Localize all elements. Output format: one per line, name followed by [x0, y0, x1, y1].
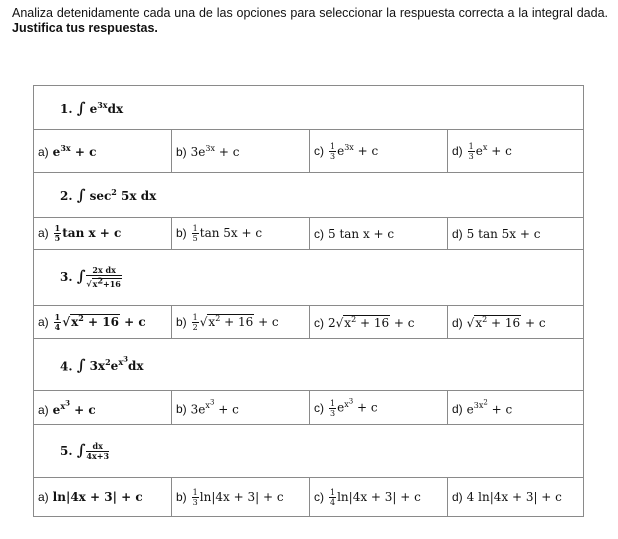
option-letter: d): [452, 490, 463, 504]
option-letter: b): [176, 314, 187, 329]
instructions-emphasis: Justifica tus respuestas.: [12, 21, 158, 35]
question-4: [34, 339, 584, 391]
option-2d[interactable]: d) 5 tan 5x + c: [448, 218, 584, 250]
option-letter: d): [452, 143, 463, 158]
question-number: 2.: [60, 189, 73, 203]
question-expression: ∫ $\frac{\text{2x dx}}{√x^2+16}$: [76, 265, 121, 289]
question-row-4: [34, 339, 584, 391]
option-letter: c): [314, 143, 324, 158]
option-5b[interactable]: b) $\frac{1}{3}$ ln|4x + 3| + c: [172, 478, 310, 517]
options-row-1: [34, 130, 584, 173]
instructions-text: Analiza detenidamente cada una de las opciones para seleccionar la respuesta correcta a la integral dada.: [12, 6, 608, 20]
question-expression: ∫ $3x^2e^{x^3}dx$: [76, 354, 144, 375]
option-4b[interactable]: b) $3e^{x^3} + c$: [172, 391, 310, 425]
option-letter: d): [452, 226, 463, 241]
option-5c[interactable]: c) $\frac{1}{4}$ ln|4x + 3| + c: [310, 478, 448, 517]
option-letter: b): [176, 226, 187, 240]
question-5: [34, 425, 584, 478]
question-row-2: [34, 173, 584, 218]
question-2: [34, 173, 584, 218]
option-letter: c): [314, 489, 324, 504]
option-4d[interactable]: d) $e^{3x^2} + c$: [448, 391, 584, 425]
option-5d[interactable]: d) 4 ln|4x + 3| + c: [448, 478, 584, 517]
option-letter: d): [452, 402, 463, 417]
question-number: 5.: [60, 444, 73, 458]
option-2b[interactable]: b) $\frac{1}{5}$ tan 5x + c: [172, 218, 310, 250]
option-1a[interactable]: a) $e^{3x} + c$: [34, 130, 172, 173]
option-2c[interactable]: c) 5 tan x + c: [310, 218, 448, 250]
option-letter: a): [38, 226, 49, 240]
question-row-3: [34, 250, 584, 306]
question-1: [34, 86, 584, 130]
options-row-4: [34, 391, 584, 425]
options-row-3: [34, 306, 584, 339]
option-letter: d): [452, 315, 463, 330]
option-2a[interactable]: a) $\frac{1}{5}$ tan x + c: [34, 218, 172, 250]
question-number: 3.: [60, 270, 73, 284]
option-1b[interactable]: b) $3e^{3x} + c$: [172, 130, 310, 173]
option-letter: b): [176, 402, 187, 417]
question-3: [34, 250, 584, 306]
option-letter: a): [38, 145, 49, 159]
option-3c[interactable]: c) $2√x^2 + 16 + c$: [310, 306, 448, 339]
question-row-1: [34, 86, 584, 130]
options-row-2: [34, 218, 584, 250]
question-row-5: [34, 425, 584, 478]
option-letter: a): [38, 314, 49, 329]
questions-table: [33, 85, 584, 517]
option-letter: c): [314, 400, 324, 415]
option-1c[interactable]: c) $\frac{1}{3}$ $e^{3x} + c$: [310, 130, 448, 173]
option-letter: a): [38, 402, 49, 417]
question-expression: ∫ $\frac{dx}{4x+3}$: [76, 441, 110, 461]
option-3b[interactable]: b) $\frac{1}{2}$ $√x^2 + 16 + c$: [172, 306, 310, 339]
question-number: 4.: [60, 359, 73, 374]
option-4c[interactable]: c) $\frac{1}{3}$ $e^{x^3} + c$: [310, 391, 448, 425]
option-letter: c): [314, 315, 324, 330]
option-letter: b): [176, 144, 187, 159]
question-expression: ∫ $e^{3x}dx$: [76, 98, 124, 117]
instructions-paragraph: [12, 6, 608, 36]
option-1d[interactable]: d) $\frac{1}{3}$ $e^x + c$: [448, 130, 584, 173]
option-5a[interactable]: a) ln|4x + 3| + c: [34, 478, 172, 517]
options-row-5: [34, 478, 584, 517]
option-4a[interactable]: a) $e^{x^3} + c$: [34, 391, 172, 425]
question-expression: ∫ $\sec^2 5x$ dx: [76, 186, 157, 204]
option-letter: c): [314, 226, 324, 241]
question-number: 1.: [60, 101, 73, 116]
option-letter: a): [38, 490, 49, 504]
option-letter: b): [176, 489, 187, 504]
option-3d[interactable]: d) $√x^2 + 16 + c$: [448, 306, 584, 339]
option-3a[interactable]: a) $\frac{1}{4}$ $√x^2 + 16 + c$: [34, 306, 172, 339]
